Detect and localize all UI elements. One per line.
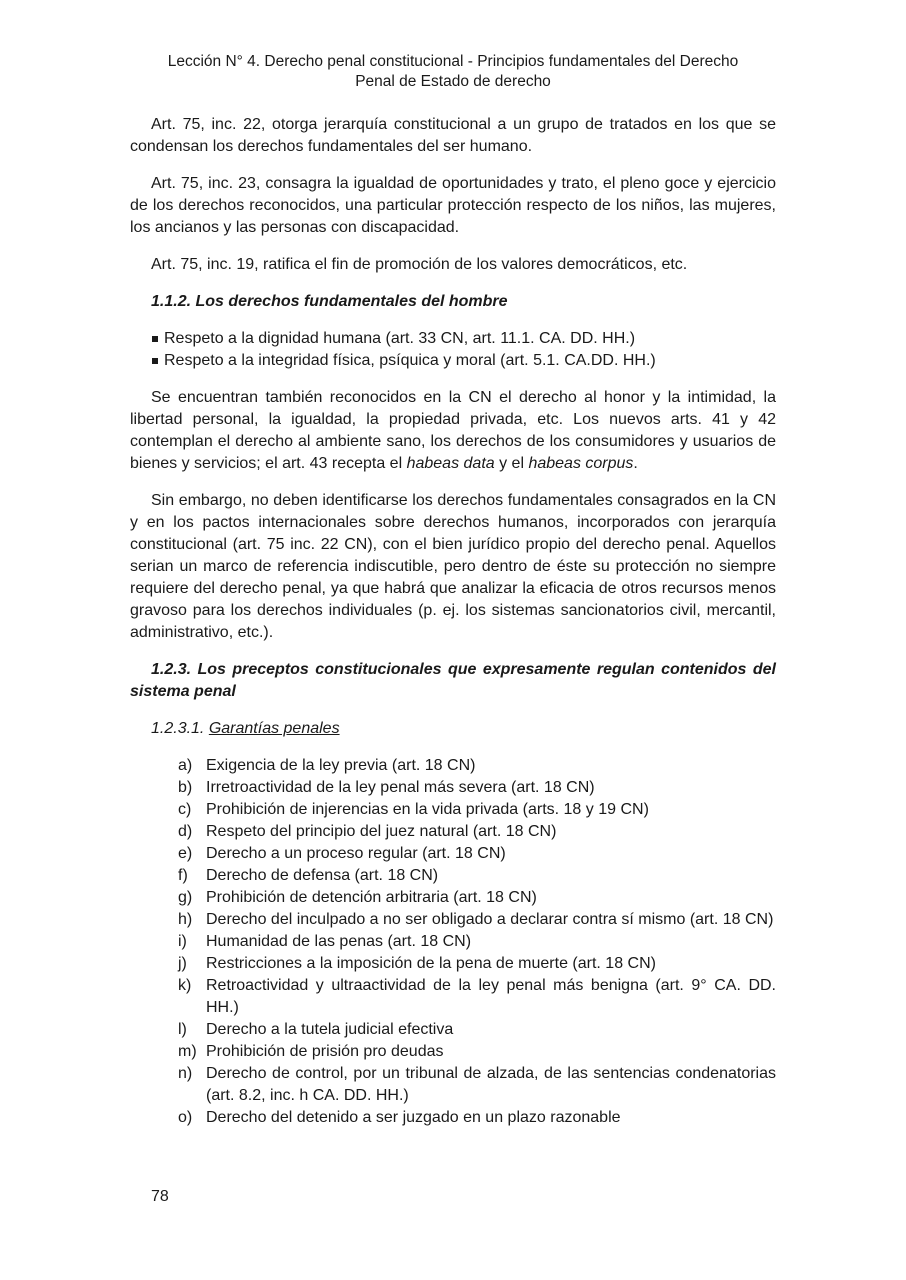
list-item	[178, 931, 776, 953]
list-item-text: Humanidad de las penas (art. 18 CN)	[206, 933, 472, 950]
list-item-marker: g)	[178, 889, 193, 906]
list-item-text: Irretroactividad de la ley penal más severa (art. 18 CN)	[206, 779, 595, 796]
list-item-marker: j)	[178, 955, 187, 972]
page-header	[130, 52, 776, 92]
list-item-text: Derecho de control, por un tribunal de alzada, de las sentencias condenatorias (art. 8.2, inc. h CA. DD. HH.)	[206, 1065, 776, 1104]
list-item-marker: e)	[178, 845, 193, 862]
paragraph-text: .	[633, 455, 638, 472]
paragraph-text: y el	[494, 455, 529, 472]
paragraph-art75-inc23: Art. 75, inc. 23, consagra la igualdad de oportunidades y trato, el pleno goce y ejercicio de los derechos reconocidos, una particular protección respecto de los niños, las mujeres, los ancianos y las personas con discapacidad.	[130, 175, 776, 236]
list-item-text: Derecho a la tutela judicial efectiva	[206, 1021, 454, 1038]
list-item	[178, 1107, 776, 1129]
list-item	[178, 865, 776, 887]
paragraph-art75-inc19: Art. 75, inc. 19, ratifica el fin de promoción de los valores democráticos, etc.	[151, 256, 688, 273]
list-item-text: Prohibición de injerencias en la vida privada (arts. 18 y 19 CN)	[206, 801, 649, 818]
subsection-heading-1231	[130, 718, 776, 740]
header-line-1: Lección N° 4. Derecho penal constitucional - Principios fundamentales del Derecho	[167, 53, 739, 70]
list-item-marker: a)	[178, 757, 193, 774]
list-item	[178, 843, 776, 865]
list-item-text: Prohibición de detención arbitraria (art. 18 CN)	[206, 889, 537, 906]
section-heading-112: 1.1.2. Los derechos fundamentales del hombre	[151, 293, 508, 310]
list-item	[178, 1041, 776, 1063]
paragraph-text: Se encuentran también reconocidos en la CN el derecho al honor y la intimidad, la libertad personal, la igualdad, la propiedad privada, etc. Los nuevos arts. 41 y 42 contemplan el derecho al ambiente sano, los derechos de los consumidores y usuarios de bienes y servicios; el art. 43 recepta el	[130, 389, 776, 472]
page-number: 78	[151, 1188, 169, 1205]
guarantees-list	[130, 755, 776, 1129]
list-item	[178, 777, 776, 799]
header-line-2: Penal de Estado de derecho	[355, 73, 551, 90]
list-item-marker: b)	[178, 779, 193, 796]
list-item-text: Derecho del inculpado a no ser obligado a declarar contra sí mismo (art. 18 CN)	[206, 911, 774, 928]
list-item-text: Respeto del principio del juez natural (art. 18 CN)	[206, 823, 557, 840]
list-item-marker: o)	[178, 1109, 193, 1126]
list-item-marker: i)	[178, 933, 187, 950]
list-item-marker: c)	[178, 801, 192, 818]
list-item-text: Retroactividad y ultraactividad de la ley penal más benigna (art. 9° CA. DD. HH.)	[206, 977, 776, 1016]
list-item-text: Restricciones a la imposición de la pena de muerte (art. 18 CN)	[206, 955, 656, 972]
list-item-text: Exigencia de la ley previa (art. 18 CN)	[206, 757, 476, 774]
list-item: Respeto a la integridad física, psíquica y moral (art. 5.1. CA.DD. HH.)	[151, 350, 776, 372]
list-item-marker: l)	[178, 1021, 187, 1038]
paragraph-other-rights	[130, 387, 776, 475]
document-page	[130, 52, 776, 1129]
paragraph-art75-inc22: Art. 75, inc. 22, otorga jerarquía constitucional a un grupo de tratados en los que se condensan los derechos fundamentales del ser humano.	[130, 116, 776, 155]
habeas-corpus-term: habeas corpus	[528, 455, 634, 472]
list-item	[178, 1019, 776, 1041]
section-heading-123: 1.2.3. Los preceptos constitucionales que expresamente regulan contenidos del sistema penal	[130, 661, 776, 700]
rights-bullet-list	[130, 328, 776, 372]
list-item	[178, 909, 776, 931]
list-item-marker: f)	[178, 867, 188, 884]
list-item	[178, 821, 776, 843]
list-item-marker: h)	[178, 911, 193, 928]
list-item-marker: m)	[178, 1043, 197, 1060]
list-item-text: Derecho del detenido a ser juzgado en un plazo razonable	[206, 1109, 621, 1126]
list-item	[178, 953, 776, 975]
list-item	[178, 975, 776, 1019]
list-item-marker: d)	[178, 823, 193, 840]
list-item-marker: n)	[178, 1065, 193, 1082]
list-item	[178, 755, 776, 777]
list-item	[178, 887, 776, 909]
subsection-number: 1.2.3.1.	[151, 720, 209, 737]
subsection-title: Garantías penales	[208, 720, 340, 737]
list-item	[178, 1063, 776, 1107]
list-item-text: Derecho de defensa (art. 18 CN)	[206, 867, 439, 884]
list-item	[178, 799, 776, 821]
list-item: Respeto a la dignidad humana (art. 33 CN, art. 11.1. CA. DD. HH.)	[151, 328, 776, 350]
list-item-text: Prohibición de prisión pro deudas	[206, 1043, 444, 1060]
list-item-marker: k)	[178, 977, 192, 994]
paragraph-sin-embargo: Sin embargo, no deben identificarse los derechos fundamentales consagrados en la CN y en los pactos internacionales sobre derechos humanos, incorporados con jerarquía constitucional (art. 75 inc. 22 CN), con el bien jurídico propio del derecho penal. Aquellos serian un marco de referencia indiscutible, pero dentro de éste su protección no siempre requiere del derecho penal, ya que habrá que analizar la eficacia de otros recursos menos gravoso para los derechos individuales (p. ej. los sistemas sancionatorios civil, mercantil, administrativo, etc.).	[130, 492, 776, 641]
list-item-text: Derecho a un proceso regular (art. 18 CN)	[206, 845, 506, 862]
habeas-data-term: habeas data	[406, 455, 495, 472]
